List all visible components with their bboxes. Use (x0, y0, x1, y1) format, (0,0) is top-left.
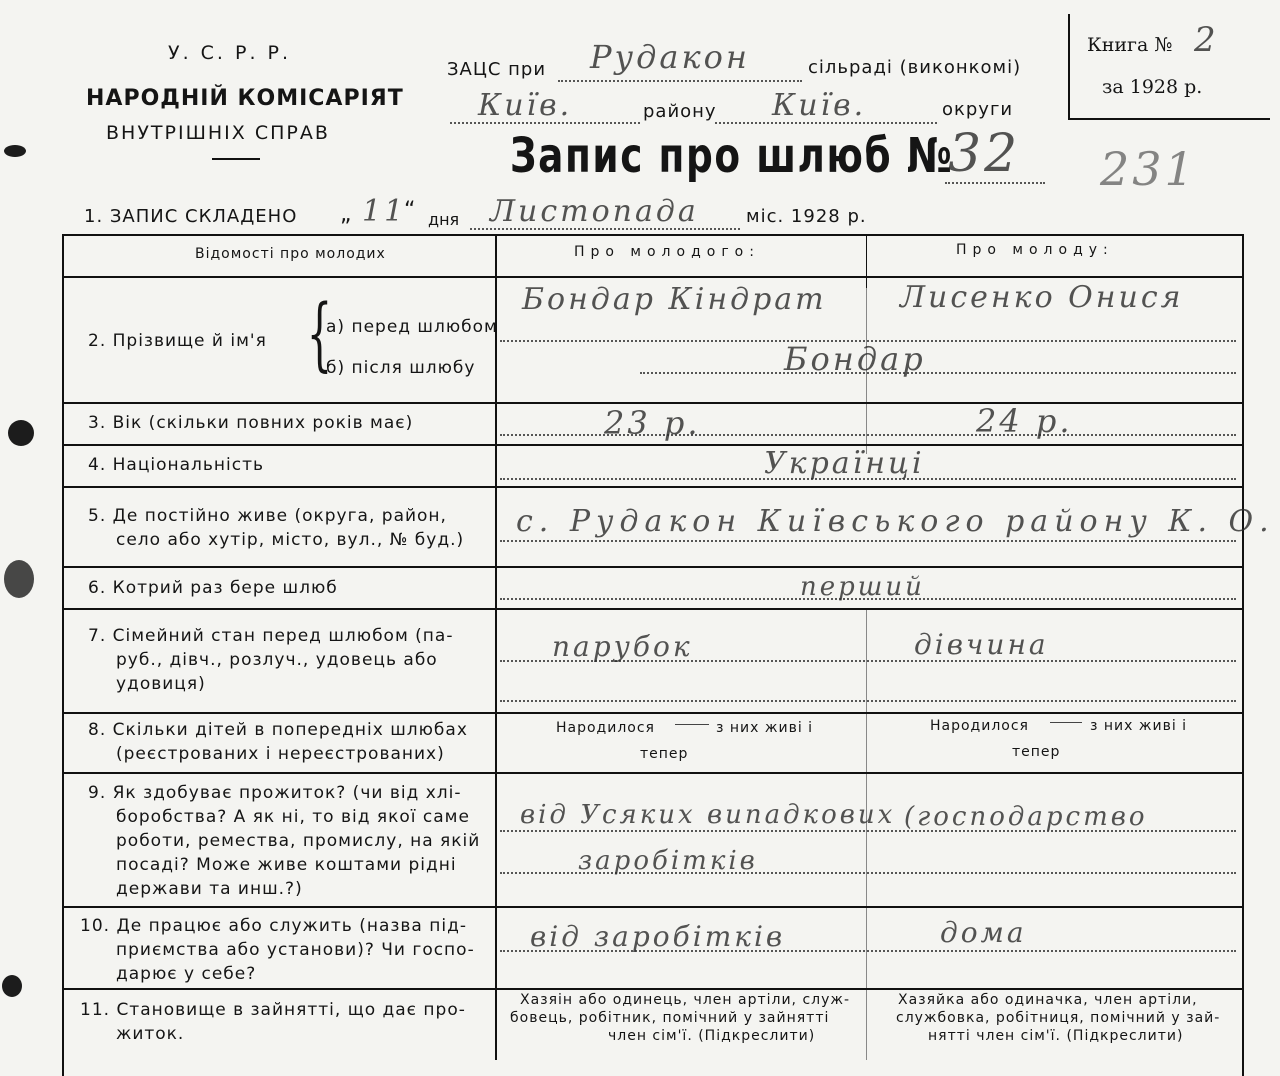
bride-children-alive: з них живі і (1090, 718, 1188, 734)
row8-label-2: (реєстрованих і нереєстрованих) (116, 744, 445, 764)
record-day-word: дня (428, 210, 460, 229)
groom-children-alive: з них живі і (716, 720, 814, 736)
row2-before-label: а) перед шлюбом (326, 317, 498, 337)
row-line (62, 444, 1242, 446)
quote-open: „ (340, 202, 352, 227)
col-divider (495, 236, 497, 1060)
row3-label: 3. Вік (скільки повних років має) (88, 413, 414, 433)
bride-status: дівчина (914, 628, 1049, 661)
row-line (62, 712, 1242, 714)
groom-children-born: Народилося (556, 720, 655, 736)
republic-label: У. С. Р. Р. (168, 42, 292, 64)
col-header-groom: Про молодого: (574, 244, 760, 260)
brace: { (306, 287, 333, 380)
raion-value: Київ. (478, 88, 573, 123)
ink-blot (8, 420, 34, 446)
commissariat-label: НАРОДНІЙ КОМІСАРІЯТ (86, 86, 404, 111)
record-number: 32 (948, 124, 1021, 184)
row-line (62, 772, 1242, 774)
col-header-info: Відомості про молодих (195, 246, 386, 262)
row11-label-2: житок. (116, 1024, 185, 1044)
row7-label-2: руб., дівч., розлуч., удовець або (116, 650, 438, 670)
record-day: 11 (362, 194, 407, 229)
row-line (62, 566, 1242, 568)
book-year: за 1928 р. (1102, 76, 1203, 98)
row2-dotline (640, 372, 1236, 374)
book-label: Книга № (1087, 34, 1173, 56)
bride-children-dash (1050, 722, 1082, 723)
groom-livelihood-1: від Усяких випадкових (520, 800, 896, 830)
bride-workplace: дома (940, 916, 1027, 949)
row-line (62, 608, 1242, 610)
raion-label: району (643, 101, 717, 122)
bride-livelihood: (господарство (904, 802, 1148, 832)
row7-dotline (500, 700, 1236, 702)
nationality-value: Українці (764, 446, 925, 481)
groom-livelihood-2: заробітків (578, 846, 758, 876)
row7-label-3: удовиця) (116, 674, 206, 694)
row6-label: 6. Котрий раз бере шлюб (88, 578, 338, 598)
village-value: Рудакон (590, 38, 750, 76)
row10-label-3: дарює у себе? (116, 964, 257, 984)
okruha-label: округи (942, 99, 1014, 120)
divider (212, 158, 260, 160)
groom-occupation-3: член сім'ї. (Підкреслити) (608, 1028, 816, 1044)
bride-occupation-2: службовка, робітниця, помічний у зай- (896, 1010, 1221, 1026)
record-label: 1. ЗАПИС СКЛАДЕНО (84, 206, 298, 227)
marriage-count-value: перший (800, 572, 925, 602)
row7-label-1: 7. Сімейний стан перед шлюбом (па- (88, 626, 454, 646)
row8-label-1: 8. Скільки дітей в попередніх шлюбах (88, 720, 468, 740)
quote-close: “ (404, 198, 416, 223)
bride-name-before: Лисенко Онися (900, 280, 1184, 315)
book-number: 2 (1194, 20, 1219, 60)
row2-label: 2. Прізвище й ім'я (88, 331, 267, 351)
row2-after-label: б) після шлюбу (326, 358, 476, 378)
col-divider-2 (866, 236, 867, 288)
record-year: міс. 1928 р. (746, 206, 867, 227)
bride-occupation-3: нятті член сім'ї. (Підкреслити) (928, 1028, 1184, 1044)
row-line (62, 988, 1242, 990)
row9-label-3: роботи, ремества, промислу, на якій (116, 831, 481, 851)
surname-after: Бондар (784, 340, 926, 378)
document-title: Запис про шлюб № (510, 128, 954, 184)
col-header-bride: Про молоду: (956, 242, 1114, 258)
groom-children-now: тепер (640, 746, 689, 762)
department-label: ВНУТРІШНІХ СПРАВ (106, 122, 330, 144)
row10-label-2: приємства або установи)? Чи госпо- (116, 940, 475, 960)
zags-prefix: ЗАЦС при (447, 59, 547, 80)
bride-age: 24 р. (976, 402, 1073, 440)
row4-label: 4. Національність (88, 455, 265, 475)
row5-label-1: 5. Де постійно живе (округа, район, (88, 506, 447, 526)
row9-label-4: посаді? Може живе коштами рідні (116, 855, 457, 875)
row5-label-2: село або хутір, місто, вул., № буд.) (116, 530, 465, 550)
record-month: Листопада (490, 194, 699, 229)
okruha-value: Київ. (772, 88, 867, 123)
row-line (62, 486, 1242, 488)
col-divider-2c (866, 610, 867, 1060)
groom-age: 23 р. (604, 404, 701, 442)
groom-occupation-2: бовець, робітник, помічний у зайнятті (510, 1010, 830, 1026)
groom-occupation-1: Хазяін або одинець, член артіли, служ- (520, 992, 851, 1008)
row9-label-1: 9. Як здобуває прожиток? (чи від хлі- (88, 783, 462, 803)
groom-status: парубок (552, 630, 693, 663)
groom-children-dash (675, 724, 709, 725)
bride-occupation-1: Хазяйка або одиначка, член артіли, (898, 992, 1198, 1008)
row9-label-2: боробства? А як ні, то від якої саме (116, 807, 470, 827)
margin-number: 231 (1100, 142, 1197, 196)
book-box (1068, 14, 1270, 120)
groom-workplace: від заробітків (530, 920, 786, 953)
bride-children-born: Народилося (930, 718, 1029, 734)
groom-name-before: Бондар Кіндрат (522, 282, 827, 317)
zags-suffix: сільраді (виконкомі) (808, 57, 1022, 78)
village-line (558, 80, 802, 82)
row10-label-1: 10. Де працює або служить (назва під- (80, 916, 467, 936)
row11-label-1: 11. Становище в зайнятті, що дає про- (80, 1000, 466, 1020)
bride-children-now: тепер (1012, 744, 1061, 760)
row-line (62, 276, 1242, 278)
row9-label-5: держави та инш.?) (116, 879, 303, 899)
row5-dotline (500, 540, 1236, 542)
residence-value: с. Рудакон Київського району К. О. (516, 504, 1275, 539)
row-line (62, 906, 1242, 908)
ink-blot (4, 145, 26, 157)
ink-blot (4, 560, 34, 598)
ink-blot (2, 975, 22, 997)
